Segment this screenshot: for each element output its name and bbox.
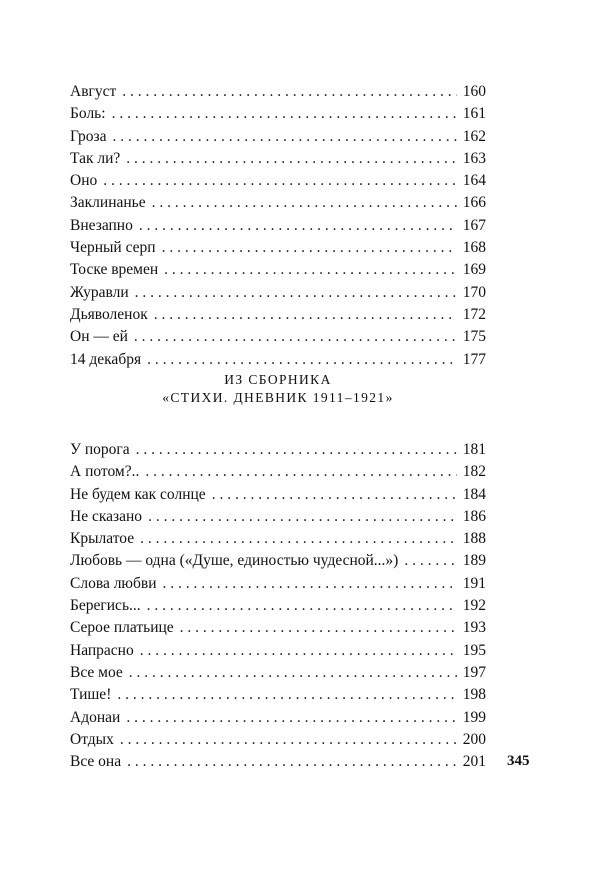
toc-entry-page: 166 bbox=[462, 194, 486, 212]
toc-entry-page: 172 bbox=[462, 305, 486, 323]
toc-entry-title: Тише! bbox=[70, 686, 112, 704]
toc-entry-title: Напрасно bbox=[70, 641, 134, 659]
toc-entry-title: Черный серп bbox=[70, 239, 156, 257]
leader-dots bbox=[140, 528, 457, 550]
toc-entry-page: 197 bbox=[462, 663, 486, 681]
toc-entry bbox=[70, 192, 486, 214]
toc-entry-title: Внезапно bbox=[70, 216, 133, 234]
leader-dots bbox=[112, 103, 457, 125]
leader-dots bbox=[117, 684, 456, 706]
toc-entry-title: Боль: bbox=[70, 105, 106, 123]
toc-entry-title: Журавли bbox=[70, 283, 129, 301]
toc-entry bbox=[70, 237, 486, 259]
toc-entry bbox=[70, 103, 486, 125]
toc-entry bbox=[70, 461, 486, 483]
leader-dots bbox=[152, 192, 457, 214]
toc-entry-title: Любовь — одна («Душе, единостью чудесной...») bbox=[70, 552, 399, 570]
toc-entry bbox=[70, 729, 486, 751]
toc-entry bbox=[70, 126, 486, 148]
toc-entry-title: Тоске времен bbox=[70, 261, 159, 279]
toc-entry-title: 14 декабря bbox=[70, 350, 142, 368]
toc-entry bbox=[70, 259, 486, 281]
leader-dots bbox=[126, 707, 456, 729]
toc-entry bbox=[70, 349, 486, 371]
toc-entry-title: Адонаи bbox=[70, 708, 121, 726]
toc-entry-title: Все она bbox=[70, 753, 122, 771]
toc-entry-page: 161 bbox=[462, 105, 486, 123]
toc-entry bbox=[70, 484, 486, 506]
leader-dots bbox=[139, 215, 457, 237]
toc-entry-page: 181 bbox=[462, 441, 486, 458]
toc-entry-title: Гроза bbox=[70, 127, 107, 145]
toc-entry-title: Не будем как солнце bbox=[70, 485, 206, 503]
toc-entry-title: А потом?.. bbox=[70, 463, 140, 481]
toc-entry-page: 169 bbox=[462, 261, 486, 279]
toc-list-bottom bbox=[70, 439, 486, 773]
section-heading-line-1: ИЗ СБОРНИКА bbox=[224, 372, 332, 387]
toc-entry-page: 160 bbox=[462, 83, 486, 100]
toc-entry-page: 182 bbox=[462, 463, 486, 481]
toc-entry-title: У порога bbox=[70, 441, 130, 458]
toc-entry-title: Все мое bbox=[70, 663, 123, 681]
toc-entry-title: Отдых bbox=[70, 730, 114, 748]
toc-entry-page: 186 bbox=[462, 507, 486, 525]
leader-dots bbox=[120, 729, 457, 751]
leader-dots bbox=[126, 148, 456, 170]
toc-entry-title: Так ли? bbox=[70, 149, 121, 167]
leader-dots bbox=[404, 550, 456, 572]
toc-entry bbox=[70, 282, 486, 304]
leader-dots bbox=[129, 662, 457, 684]
toc-entry-title: Крылатое bbox=[70, 530, 135, 548]
toc-list-top bbox=[70, 81, 486, 371]
leader-dots bbox=[148, 506, 457, 528]
toc-entry-title: Заклинанье bbox=[70, 194, 146, 212]
toc-entry-page: 188 bbox=[462, 530, 486, 548]
toc-entry-title: Дьяволенок bbox=[70, 305, 148, 323]
toc-entry bbox=[70, 304, 486, 326]
toc-entry-page: 201 bbox=[462, 753, 486, 771]
leader-dots bbox=[103, 170, 457, 192]
toc-entry-page: 192 bbox=[462, 597, 486, 615]
section-heading bbox=[70, 371, 486, 407]
leader-dots bbox=[122, 81, 456, 103]
toc-entry-page: 193 bbox=[462, 619, 486, 637]
toc-entry bbox=[70, 439, 486, 461]
toc-entry-page: 177 bbox=[462, 350, 486, 368]
toc-entry bbox=[70, 170, 486, 192]
toc-entry-page: 184 bbox=[462, 485, 486, 503]
leader-dots bbox=[163, 573, 457, 595]
page-number: 345 bbox=[507, 753, 530, 769]
leader-dots bbox=[135, 282, 457, 304]
toc-entry bbox=[70, 595, 486, 617]
toc-entry-page: 189 bbox=[462, 552, 486, 570]
leader-dots bbox=[180, 617, 457, 639]
toc-entry-title: Не сказано bbox=[70, 507, 143, 525]
toc-entry bbox=[70, 573, 486, 595]
leader-dots bbox=[145, 461, 456, 483]
toc-entry bbox=[70, 550, 486, 572]
toc-entry-title: Он — ей bbox=[70, 328, 128, 346]
toc-entry-page: 175 bbox=[462, 328, 486, 346]
leader-dots bbox=[147, 595, 457, 617]
toc-entry-page: 195 bbox=[462, 641, 486, 659]
toc-entry-page: 170 bbox=[462, 283, 486, 301]
section-heading-line-2: «СТИХИ. ДНЕВНИК 1911–1921» bbox=[162, 390, 394, 405]
toc-entry bbox=[70, 751, 486, 773]
toc-entry bbox=[70, 506, 486, 528]
toc-entry-page: 200 bbox=[462, 730, 486, 748]
leader-dots bbox=[147, 349, 457, 371]
toc-entry-page: 164 bbox=[462, 172, 486, 190]
toc-entry-title: Слова любви bbox=[70, 574, 157, 592]
toc-entry bbox=[70, 326, 486, 348]
toc-entry-page: 199 bbox=[462, 708, 486, 726]
toc-entry bbox=[70, 662, 486, 684]
toc-entry-title: Серое платьице bbox=[70, 619, 174, 637]
leader-dots bbox=[134, 326, 457, 348]
leader-dots bbox=[212, 484, 457, 506]
toc-entry-page: 191 bbox=[462, 574, 486, 592]
toc-entry bbox=[70, 617, 486, 639]
toc-entry bbox=[70, 684, 486, 706]
toc-entry bbox=[70, 81, 486, 103]
leader-dots bbox=[113, 126, 457, 148]
leader-dots bbox=[140, 640, 457, 662]
toc-entry-title: Август bbox=[70, 83, 117, 100]
toc-entry-page: 198 bbox=[462, 686, 486, 704]
toc-entry bbox=[70, 528, 486, 550]
toc-entry-page: 167 bbox=[462, 216, 486, 234]
leader-dots bbox=[154, 304, 457, 326]
leader-dots bbox=[136, 439, 457, 461]
leader-dots bbox=[127, 751, 457, 773]
leader-dots bbox=[162, 237, 457, 259]
toc-entry-page: 163 bbox=[462, 149, 486, 167]
toc-entry bbox=[70, 215, 486, 237]
toc-entry bbox=[70, 707, 486, 729]
toc-entry-title: Оно bbox=[70, 172, 98, 190]
toc-entry-page: 162 bbox=[462, 127, 486, 145]
toc-entry-title: Берегись... bbox=[70, 597, 141, 615]
toc-entry-page: 168 bbox=[462, 239, 486, 257]
toc-entry bbox=[70, 640, 486, 662]
leader-dots bbox=[164, 259, 457, 281]
toc-entry bbox=[70, 148, 486, 170]
